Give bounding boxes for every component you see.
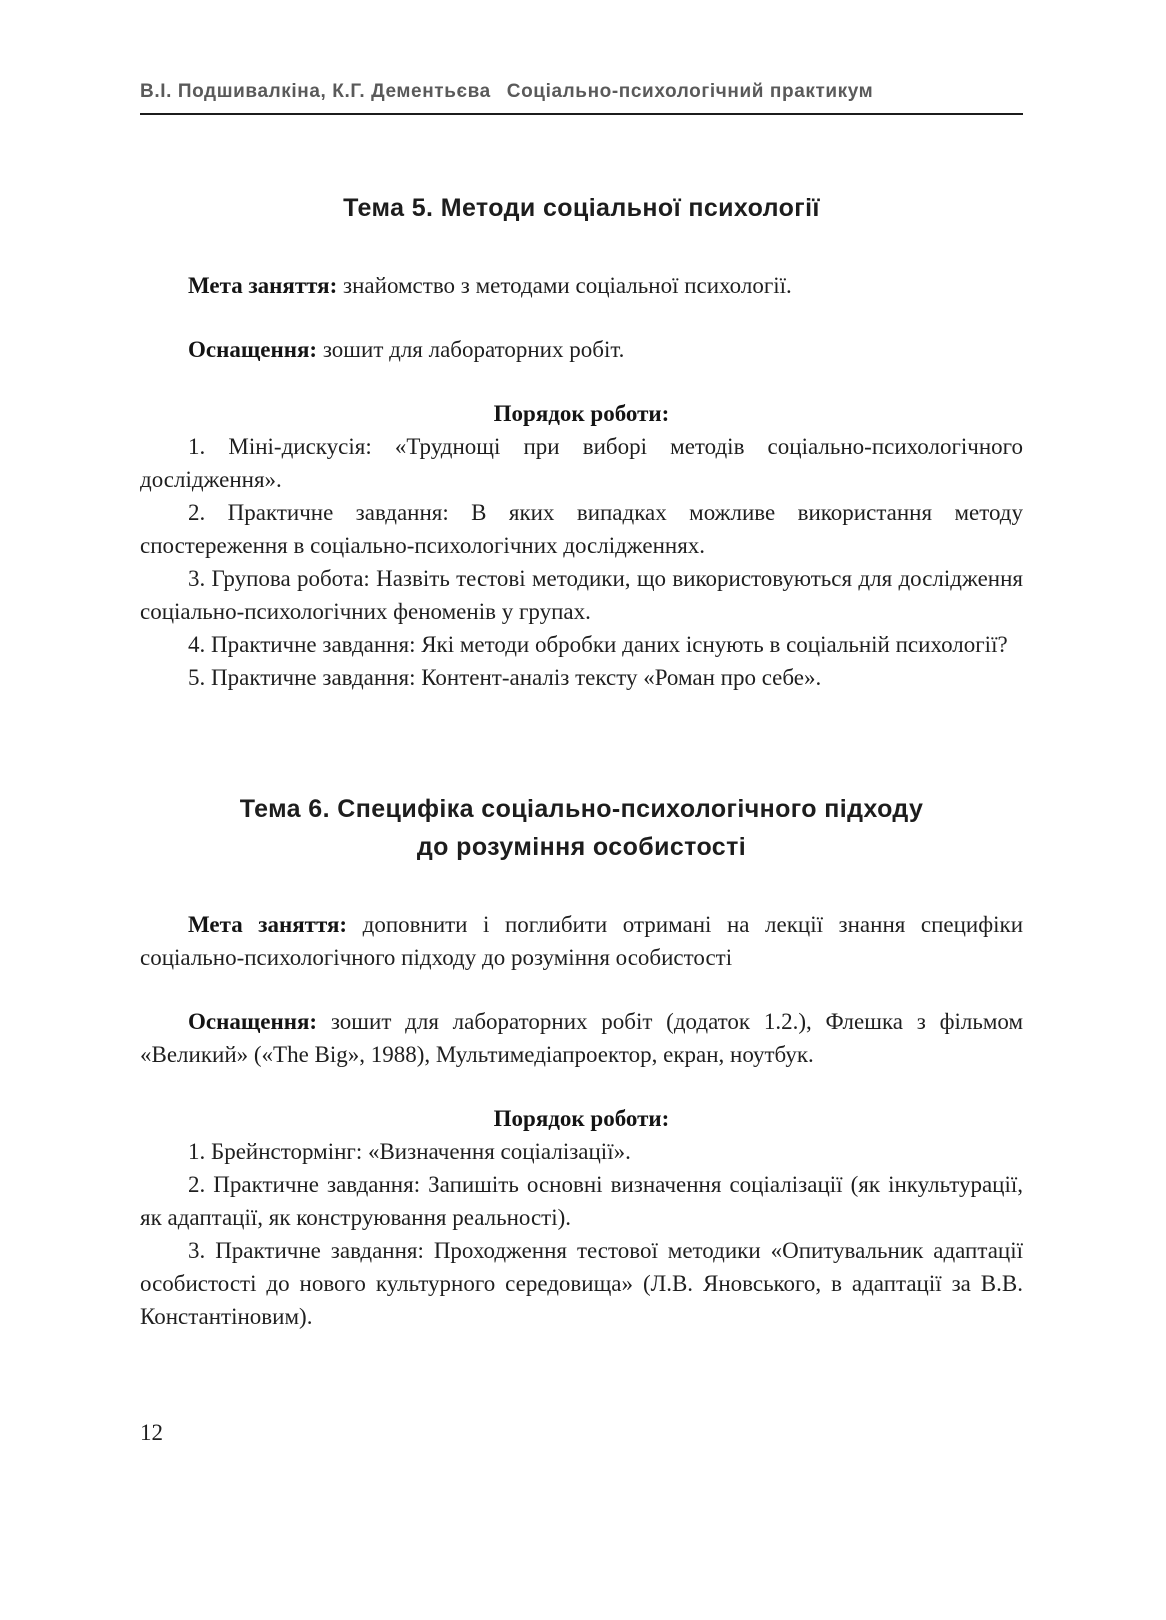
theme6-meta-paragraph: [140, 908, 1023, 974]
theme6-order-heading: Порядок роботи:: [493, 1106, 670, 1131]
section-theme-5: [140, 189, 1023, 694]
page-header: [140, 82, 1023, 101]
theme5-list-item-4: 4. Практичне завдання: Які методи обробки даних існують в соціальній психології?: [188, 632, 1008, 657]
theme6-list-item-3: 3. Практичне завдання: Проходження тестової методики «Опитувальник адаптації особистості до нового культурного середовища» (Л.В. Яновського, в адаптації за В.В. Константіновим).: [140, 1238, 1023, 1329]
theme5-list-item-1: 1. Міні-дискусія: «Труднощі при виборі методів соціально-психологічного дослідження».: [140, 434, 1023, 492]
header-book-title: Соціально-психологічний практикум: [506, 81, 874, 102]
theme5-meta-paragraph: [140, 269, 1023, 302]
theme6-title-line-2: до розуміння особистості: [416, 833, 747, 861]
theme6-equipment-paragraph: [140, 1005, 1023, 1071]
header-rule: [140, 113, 1023, 115]
theme5-meta-label: Мета заняття:: [188, 273, 338, 298]
theme5-order-heading: Порядок роботи:: [493, 401, 670, 426]
theme6-equipment-label: Оснащення:: [188, 1009, 318, 1034]
theme5-list-item-2: 2. Практичне завдання: В яких випадках можливе використання методу спостереження в соціально-психологічних дослідженнях.: [140, 500, 1023, 558]
theme6-meta-text: доповнити і поглибити отримані на лекції знання специфіки соціально-психологічного підходу до розуміння особистості: [140, 912, 1023, 970]
theme6-list-item-2: 2. Практичне завдання: Запишіть основні визначення соціалізації (як інкультурації, як адаптації, як конструювання реальності).: [140, 1172, 1023, 1230]
theme5-list-item-3: 3. Групова робота: Назвіть тестові методики, що використовуються для дослідження соціально-психологічних феноменів у групах.: [140, 566, 1023, 624]
theme5-title: Тема 5. Методи соціальної психології: [343, 194, 820, 222]
theme5-equipment-paragraph: [140, 333, 1023, 366]
theme5-equipment-text: зошит для лабораторних робіт.: [322, 337, 625, 362]
theme6-meta-label: Мета заняття:: [188, 912, 348, 937]
page-number: 12: [140, 1420, 163, 1445]
theme5-equipment-label: Оснащення:: [188, 337, 318, 362]
theme6-equipment-text: зошит для лабораторних робіт (додаток 1.2.), Флешка з фільмом «Великий» («The Big», 1988), Мультимедіапроектор, екран, ноутбук.: [140, 1009, 1024, 1067]
header-authors: В.І. Подшивалкіна, К.Г. Дементьєва: [140, 81, 491, 102]
theme6-title: [140, 790, 1023, 866]
theme5-meta-text: знайомство з методами соціальної психології.: [343, 273, 792, 298]
section-theme-6: [140, 790, 1023, 1333]
theme5-list-item-5: 5. Практичне завдання: Контент-аналіз тексту «Роман про себе».: [188, 665, 822, 690]
theme6-list-item-1: 1. Брейнстормінг: «Визначення соціалізації».: [188, 1139, 631, 1164]
theme6-title-line-1: Тема 6. Специфіка соціально-психологічного підходу: [239, 795, 924, 823]
